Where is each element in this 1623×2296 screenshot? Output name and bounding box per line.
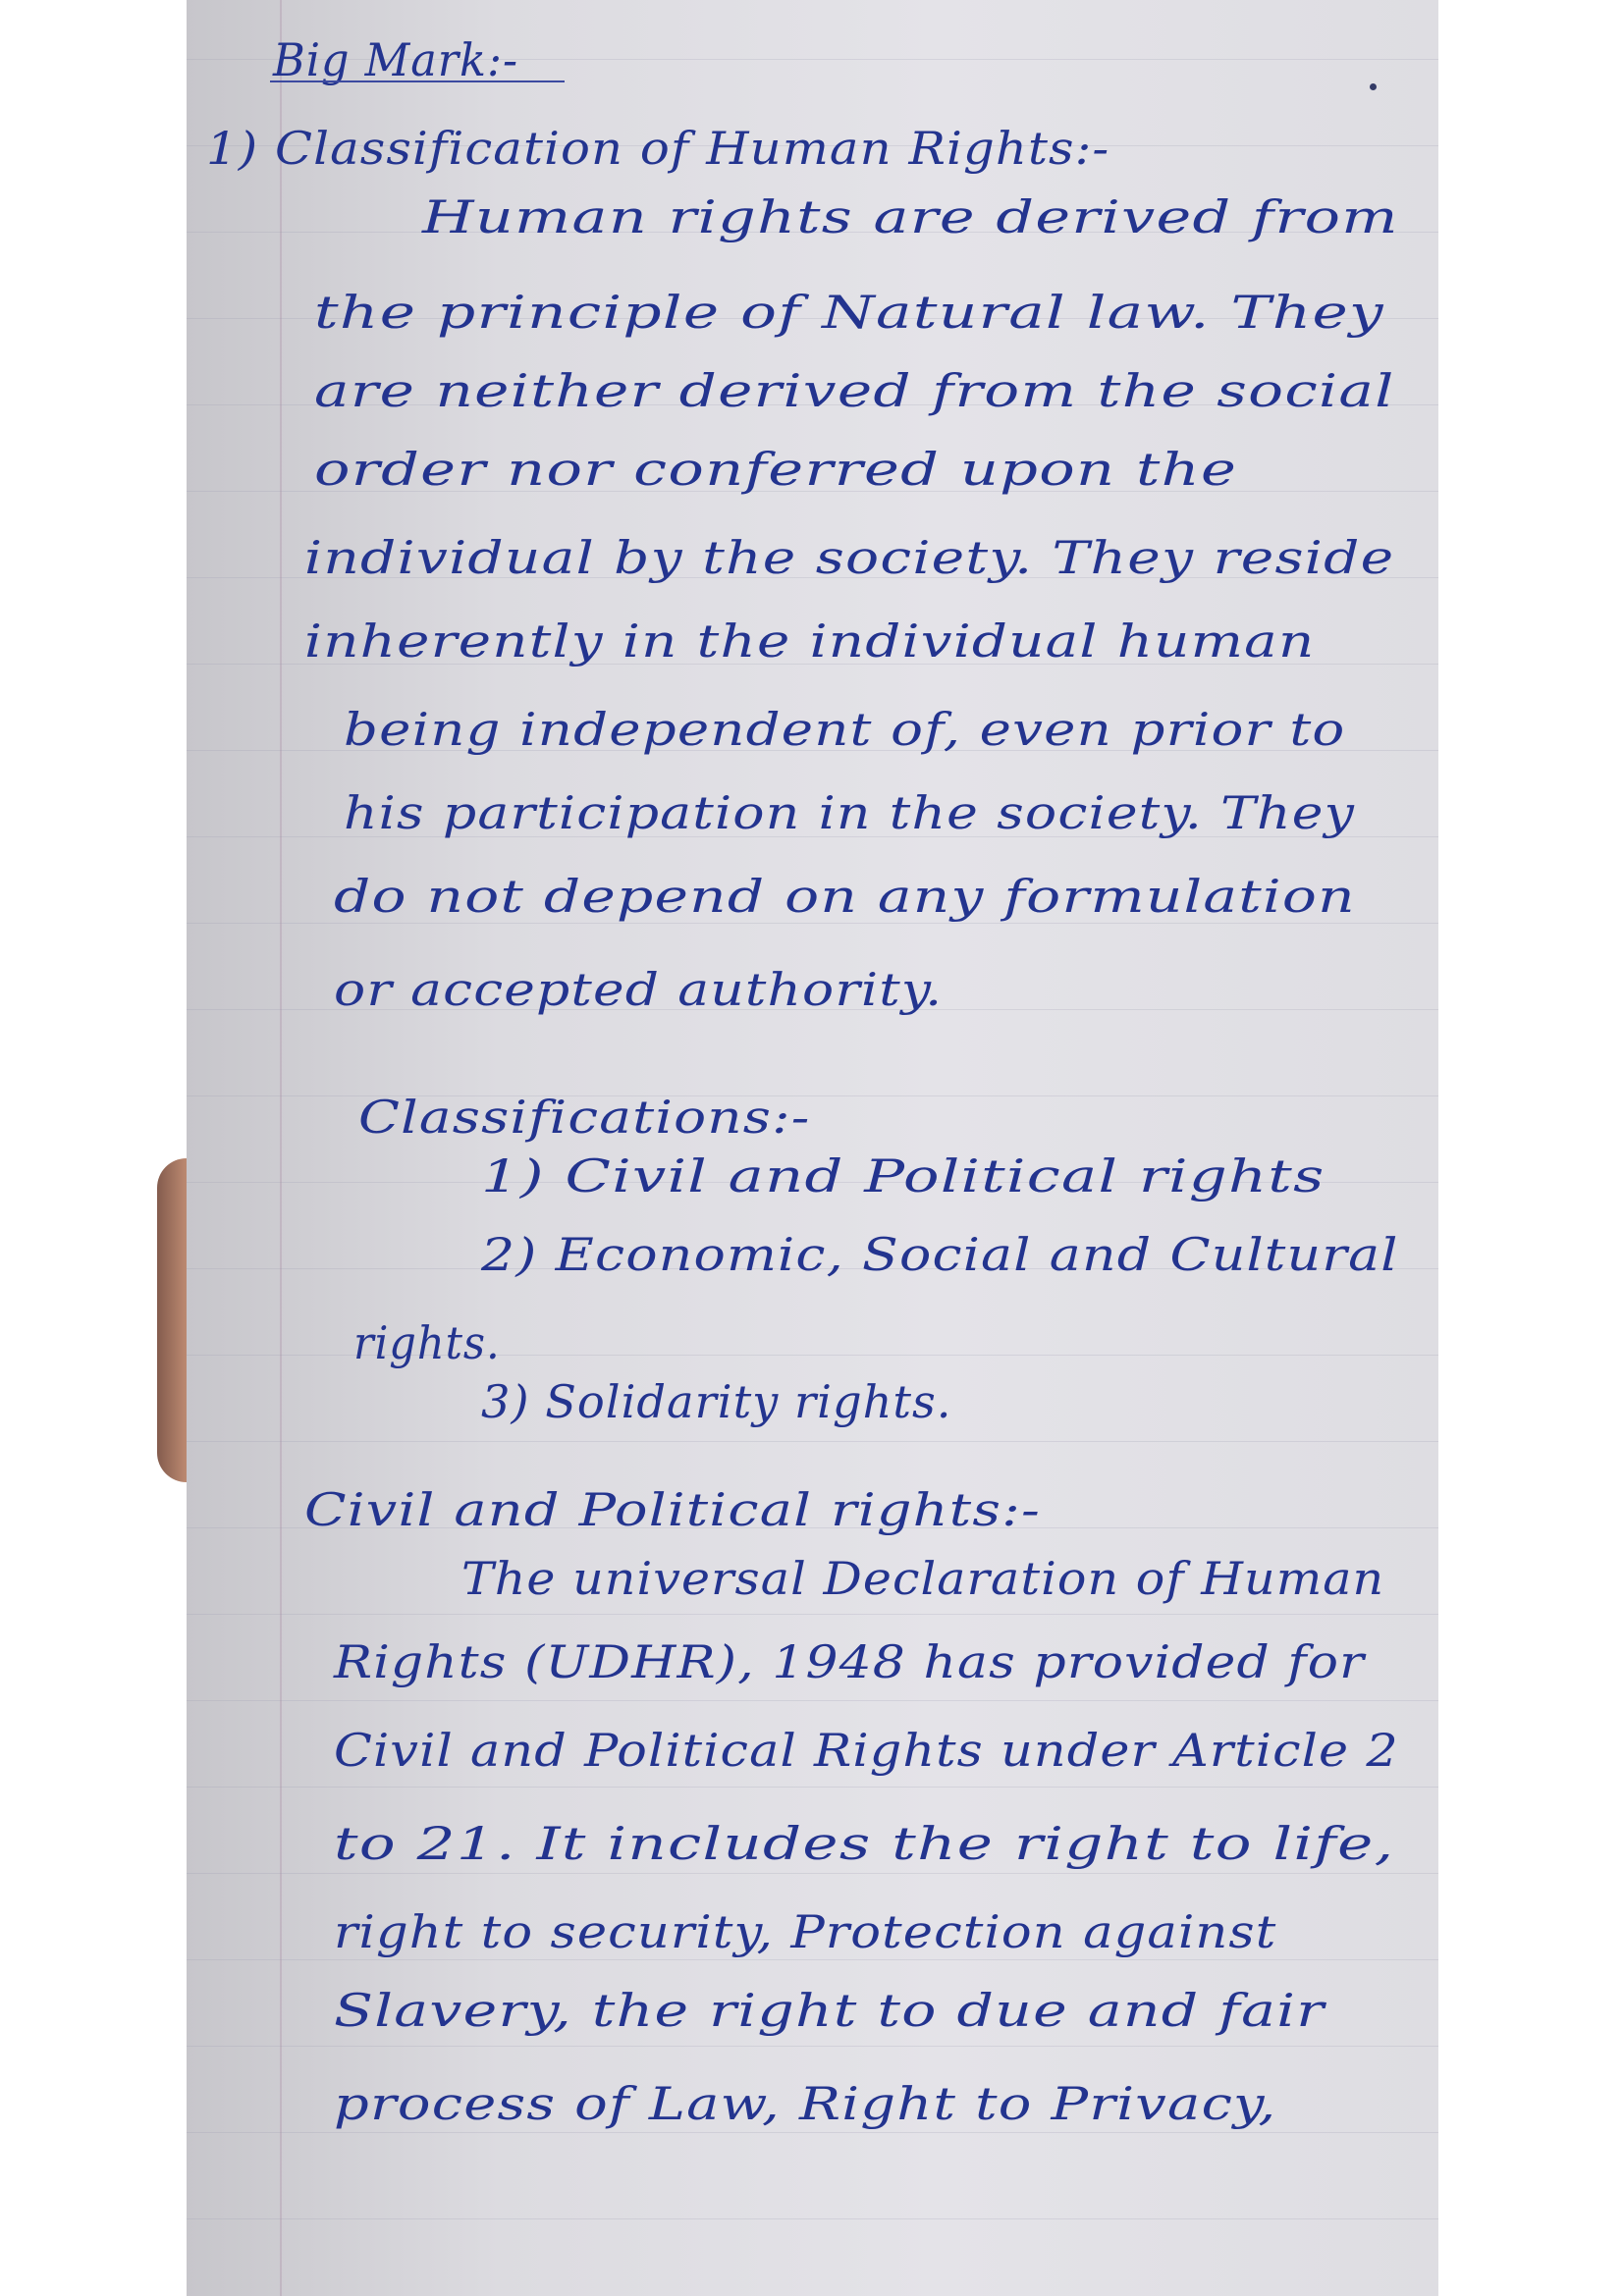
civil-line: Rights (UDHR), 1948 has provided for: [334, 1635, 1366, 1688]
ruled-line: [187, 2046, 1438, 2047]
intro-line: Human rights are derived from: [422, 190, 1399, 243]
margin-line: [280, 0, 282, 2296]
civil-line: right to security, Protection against: [334, 1905, 1277, 1958]
heading-underline: [270, 80, 565, 82]
civil-line: Slavery, the right to due and fair: [334, 1984, 1325, 2037]
ruled-line: [187, 923, 1438, 924]
ruled-line: [187, 1700, 1438, 1701]
classification-item: rights.: [353, 1316, 501, 1369]
civil-line: process of Law, Right to Privacy,: [334, 2077, 1277, 2130]
ink-dot: [1370, 83, 1377, 90]
intro-line: individual by the society. They reside: [304, 531, 1395, 584]
intro-line: inherently in the individual human: [304, 614, 1316, 667]
classification-item: 3) Solidarity rights.: [481, 1375, 952, 1428]
civil-section-title: Civil and Political rights:-: [304, 1483, 1042, 1536]
ruled-line: [187, 2218, 1438, 2219]
notebook-sheet: [187, 0, 1438, 2296]
intro-line: or accepted authority.: [334, 963, 944, 1016]
section-title: 1) Classification of Human Rights:-: [206, 122, 1110, 175]
ruled-line: [187, 1787, 1438, 1788]
intro-line: the principle of Natural law. They: [314, 286, 1384, 339]
intro-line: do not depend on any formulation: [334, 870, 1356, 923]
ruled-line: [187, 1873, 1438, 1874]
ruled-line: [187, 1959, 1438, 1960]
classification-item: 1) Civil and Political rights: [481, 1149, 1325, 1202]
ruled-line: [187, 1614, 1438, 1615]
ruled-line: [187, 1441, 1438, 1442]
classification-item: 2) Economic, Social and Cultural: [481, 1228, 1399, 1281]
intro-line: his participation in the society. They: [344, 786, 1356, 839]
classifications-label: Classifications:-: [358, 1091, 811, 1144]
intro-line: being independent of, even prior to: [344, 703, 1346, 756]
intro-line: are neither derived from the social: [314, 364, 1395, 417]
civil-line: Civil and Political Rights under Article 2: [334, 1724, 1399, 1777]
civil-line: The universal Declaration of Human: [461, 1552, 1385, 1605]
civil-line: to 21. It includes the right to life,: [334, 1817, 1395, 1870]
ruled-line: [187, 2132, 1438, 2133]
heading: Big Mark:-: [273, 33, 519, 86]
intro-line: order nor conferred upon the: [314, 443, 1238, 496]
